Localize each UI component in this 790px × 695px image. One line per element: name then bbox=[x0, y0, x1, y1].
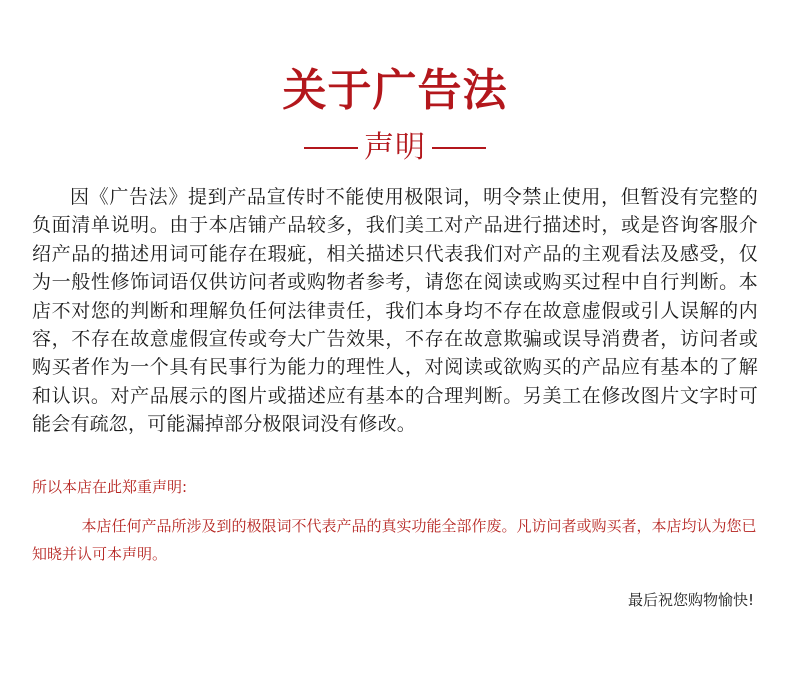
subtitle: 声明 bbox=[364, 130, 426, 165]
notice-paragraph: 本店任何产品所涉及到的极限词不代表产品的真实功能全部作废。凡访问者或购买者，本店均认为您已知晓并认可本声明。 bbox=[32, 517, 757, 563]
divider-left bbox=[304, 147, 358, 149]
page-title: 关于广告法 bbox=[282, 65, 508, 116]
divider-right bbox=[432, 147, 486, 149]
disclaimer-paragraph: 因《广告法》提到产品宣传时不能使用极限词，明令禁止使用，但暂没有完整的负面清单说明。由于本店铺产品较多，我们美工对产品进行描述时，或是咨询客服介绍产品的描述用词可能存在瑕疵，相关描述只代表我们对产品的主观看法及感受，仅为一般性修饰词语仅供访问者或购物者参考，请您在阅读或购买过程中自行判断。本店不对您的判断和理解负任何法律责任，我们本身均不存在故意虚假或引人误解的内容，不存在故意虚假宣传或夸大广告效果，不存在故意欺骗或误导消费者，访问者或购买者作为一个具有民事行为能力的理性人，对阅读或欲购买的产品应有基本的了解和认识。对产品展示的图片或描述应有基本的合理判断。另美工在修改图片文字时可能会有疏忽，可能漏掉部分极限词没有修改。 bbox=[32, 186, 758, 436]
notice-heading: 所以本店在此郑重声明: bbox=[32, 478, 188, 496]
closing-line: 最后祝您购物愉快! bbox=[627, 591, 754, 609]
subtitle-row bbox=[0, 128, 790, 168]
